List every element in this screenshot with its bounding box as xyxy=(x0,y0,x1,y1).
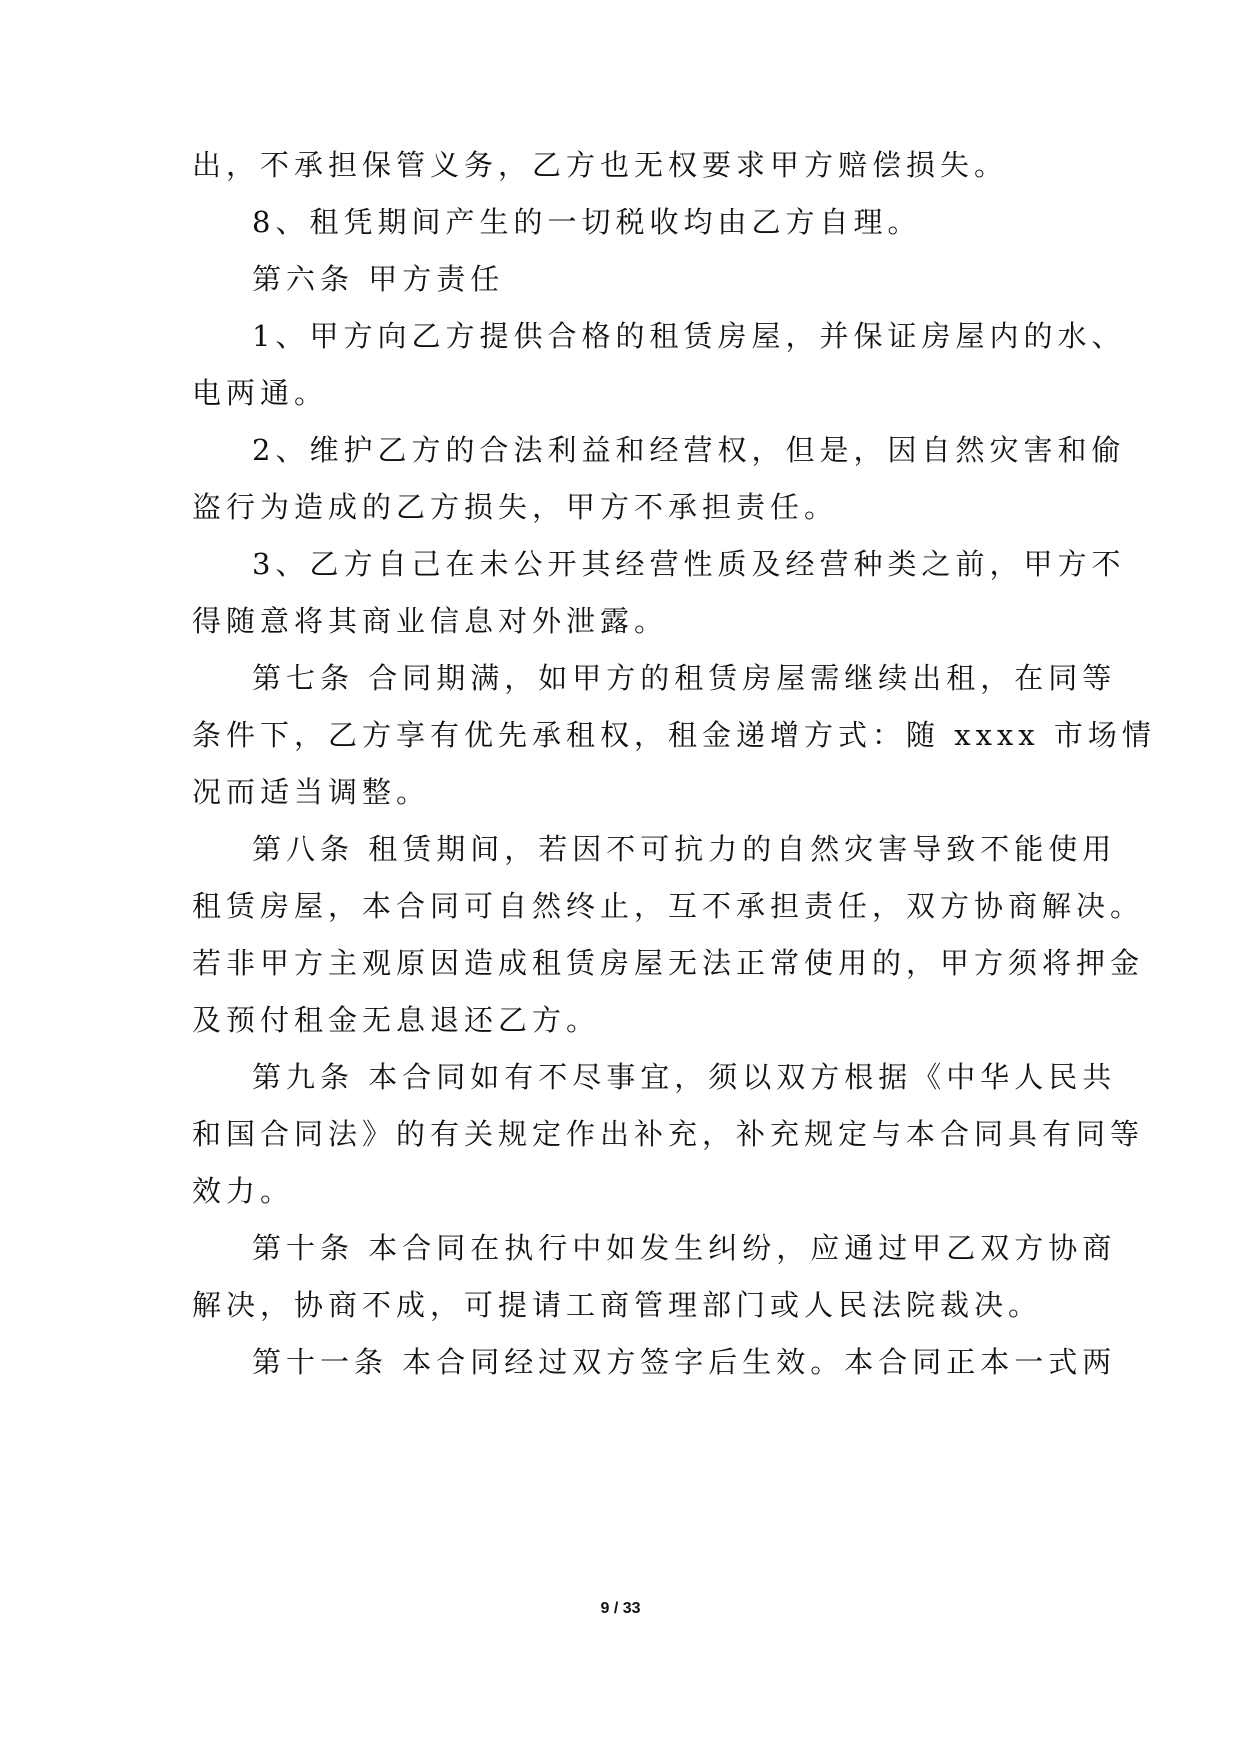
text-line: 8、租凭期间产生的一切税收均由乙方自理。 xyxy=(252,205,922,239)
text-line: 租赁房屋，本合同可自然终止，互不承担责任，双方协商解决。 xyxy=(192,889,1145,923)
text-line: 解决，协商不成，可提请工商管理部门或人民法院裁决。 xyxy=(192,1288,1043,1322)
text-line: 第九条 本合同如有不尽事宜，须以双方根据《中华人民共 xyxy=(252,1060,1117,1094)
text-line: 2、维护乙方的合法利益和经营权，但是，因自然灾害和偷 xyxy=(252,433,1126,467)
text-line: 况而适当调整。 xyxy=(192,775,431,809)
text-line: 3、乙方自己在未公开其经营性质及经营种类之前，甲方不 xyxy=(252,547,1126,581)
text-line: 电两通。 xyxy=(192,376,329,410)
text-line: 得随意将其商业信息对外泄露。 xyxy=(192,604,669,638)
text-line: 效力。 xyxy=(192,1174,295,1208)
text-line: 1、甲方向乙方提供合格的租赁房屋，并保证房屋内的水、 xyxy=(252,319,1126,353)
text-line: 及预付租金无息退还乙方。 xyxy=(192,1003,601,1037)
text-line: 条件下，乙方享有优先承租权，租金递增方式：随 xxxx 市场情 xyxy=(192,718,1156,752)
text-line: 第十一条 本合同经过双方签字后生效。本合同正本一式两 xyxy=(252,1345,1117,1379)
section-heading: 第六条 甲方责任 xyxy=(252,262,505,296)
text-line: 第八条 租赁期间，若因不可抗力的自然灾害导致不能使用 xyxy=(252,832,1117,866)
page-number: 9 / 33 xyxy=(600,1600,641,1617)
text-line: 第七条 合同期满，如甲方的租赁房屋需继续出租，在同等 xyxy=(252,661,1117,695)
text-line: 出，不承担保管义务，乙方也无权要求甲方赔偿损失。 xyxy=(192,148,1009,182)
text-line: 和国合同法》的有关规定作出补充，补充规定与本合同具有同等 xyxy=(192,1117,1145,1151)
text-line: 盗行为造成的乙方损失，甲方不承担责任。 xyxy=(192,490,839,524)
text-line: 若非甲方主观原因造成租赁房屋无法正常使用的，甲方须将押金 xyxy=(192,946,1145,980)
text-line: 第十条 本合同在执行中如发生纠纷，应通过甲乙双方协商 xyxy=(252,1231,1117,1265)
